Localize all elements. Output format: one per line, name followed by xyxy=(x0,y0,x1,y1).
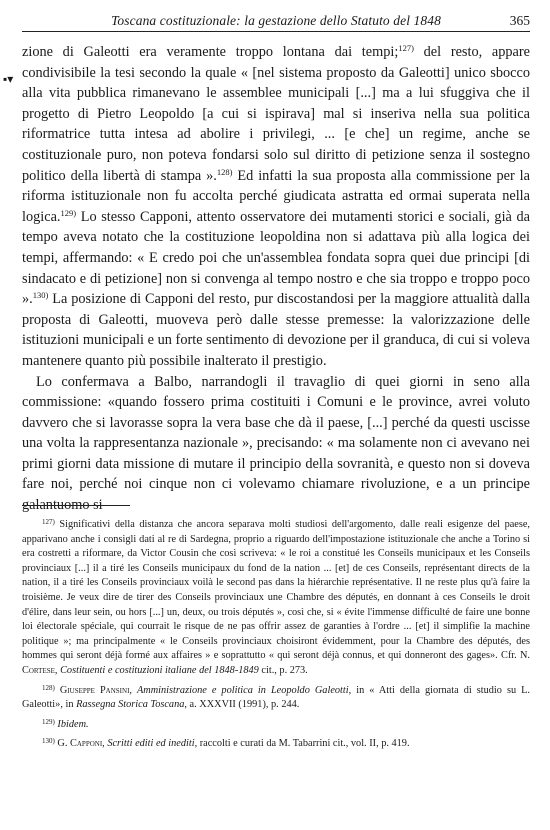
footnote-separator-text: , xyxy=(102,738,108,750)
paragraph xyxy=(22,42,530,372)
footnote-128 xyxy=(22,684,530,713)
footnote-ref[interactable]: 129) xyxy=(60,207,77,218)
footnote-tail: , a. XXXVII (1991), p. 244. xyxy=(184,699,300,711)
footnote-author: G. Capponi xyxy=(57,738,103,750)
footnote-author: Giuseppe Pansini xyxy=(59,684,130,696)
page-number: 365 xyxy=(509,13,530,28)
footnote-text: Ibidem. xyxy=(57,718,89,730)
footnotes xyxy=(22,518,530,757)
footnote-ref[interactable]: 127) xyxy=(398,43,414,53)
footnote-text: Significativi della distanza che ancora separava molti studiosi dell'argomento, dalle reali esigenze del paese, apparivano anche i consigli dati al re di Sardegna, proprio a riguardo dell'impostazione istituzionale che anche a Torino si era costretti a riformare, da Victor Cousin che così scriveva: « le roi a constitué les Conseils municipaux et les Conseils provinciaux [...] il a tiré les Conseils municipaux du fond de la nation ... [et] de ces Conseils, représentant directs de la nation, il a tiré les Conseils provinciaux voilà le second pas dans la hiérarchie représentative. Il ne reste plus qu'à faire la troisième. Je veux dire de tirer des Conseils provinciaux une Chambre des députés, en donnant à ces Conseils le droit d'élire, dans leur sein, ou hors [...] un, deux, ou trois députés », così che, si « évite l'immense difficulté de faire une bonne loi électorale spéciale, qui courrait le risque de ne pas offrir assez de garanties à l'ordre ... [et] il simplifie la machine politique »; ma principalmente « le Conseils provinciaux choisiront évidemment, pour la Chambre des députés, des hommes qui seront déjà formé aux affaires » e soprattutto « qui seront déjà connus, et qui donneront des gages». Cfr. N. xyxy=(22,519,531,662)
text-run: Lo stesso Capponi, attento osservatore dei mutamenti storici e sociali, già da tempo aveva notato che la costituzione leopoldina non si adattava più alla logica dei tempi, affermando: « E credo poi che un'assemblea fondata sopra quei due principi [di sindacato e di petizione] non si convenga al tempo nostro e che sia troppo e troppo poco ». xyxy=(22,208,530,308)
footnote-author: Cortese xyxy=(22,664,55,676)
footnote-127 xyxy=(22,518,530,679)
footnote-title: Costituenti e costituzioni italiane del 1848-1849 xyxy=(60,664,259,676)
footnote-130 xyxy=(22,737,530,752)
footnote-ref[interactable]: 130) xyxy=(32,290,49,301)
footnote-journal: Rassegna Storica Toscana xyxy=(76,699,185,711)
text-run: zione di Galeotti era veramente troppo lontana dai tempi; xyxy=(22,44,399,60)
footnote-tail: cit., p. 273. xyxy=(258,664,308,676)
footnote-number: 128) xyxy=(42,683,55,692)
margin-mark-icon: ▪▾ xyxy=(3,72,14,86)
footnote-number: 129) xyxy=(42,717,55,726)
text-run: del resto, appare condivisibile la tesi secondo la quale « [nel sistema proposto da Galeotti] unico sbocco alla vita pubblica rimanevano le assemblee municipali [...] ma a lui sfuggiva che il progetto di Pietro Leopoldo [a cui si ispirava] mal si inseriva nella sua politica riformatrice tutta intesa ad abolire i privilegi, ... [e che] un regime, anche se costituzionale puro, non poteva fondarsi solo sul diritto di petizione senza il sostegno politico della libertà di stampa ». xyxy=(22,44,530,184)
footnote-separator-text: , xyxy=(129,684,138,696)
footnote-title: Amministrazione e politica in Leopoldo Galeotti xyxy=(137,684,349,696)
footnote-separator-text: , xyxy=(54,664,61,676)
footnote-number: 130) xyxy=(42,737,55,746)
text-run: Ed infatti la sua proposta alla commissione per la riforma istituzionale non fu accolta perché giudicata astratta ed ormai superata nella logica. xyxy=(22,167,530,225)
footnote-separator xyxy=(22,505,130,506)
footnote-129 xyxy=(22,718,530,733)
running-title: Toscana costituzionale: la gestazione dello Statuto del 1848 xyxy=(111,13,441,28)
text-run: La posizione di Capponi del resto, pur discostandosi per la maggiore attualità dalla proposta di Galeotti, muoveva però dalle stesse premesse: la valorizzazione delle istituzioni municipali e un forte sentimento di devozione per il granduca, di cui si voleva mantenere quanto più possibile inalterato il prestigio. xyxy=(22,291,530,369)
footnote-text: , in « Atti della giornata di studio su L. Galeotti», in xyxy=(22,684,530,711)
footnote-number: 127) xyxy=(42,518,55,526)
paragraph: Lo confermava a Balbo, narrandogli il travaglio di quei giorni in seno alla commissione: «quando fossero prima costituiti i Comuni e le province, avrei voluto davvero che si lavorasse sopra la vera base che dà il paese, [...] perché da questi uscisse una volta la rappresentanza nazionale », precisando: « ma solamente non ci avevano nei primi giorni data missione di mutare il principio della sovranità, e questo non si doveva fare noi, perché noi cinque non ci volevamo chiamare rivoluzione, e a un principe galantuomo si xyxy=(22,373,530,514)
footnote-ref[interactable]: 128) xyxy=(216,166,233,177)
main-text xyxy=(22,42,530,516)
running-header xyxy=(22,13,530,32)
footnote-tail: , raccolti e curati da M. Tabarrini cit., vol. II, p. 419. xyxy=(194,738,410,750)
footnote-title: Scritti editi ed inediti xyxy=(107,738,195,750)
